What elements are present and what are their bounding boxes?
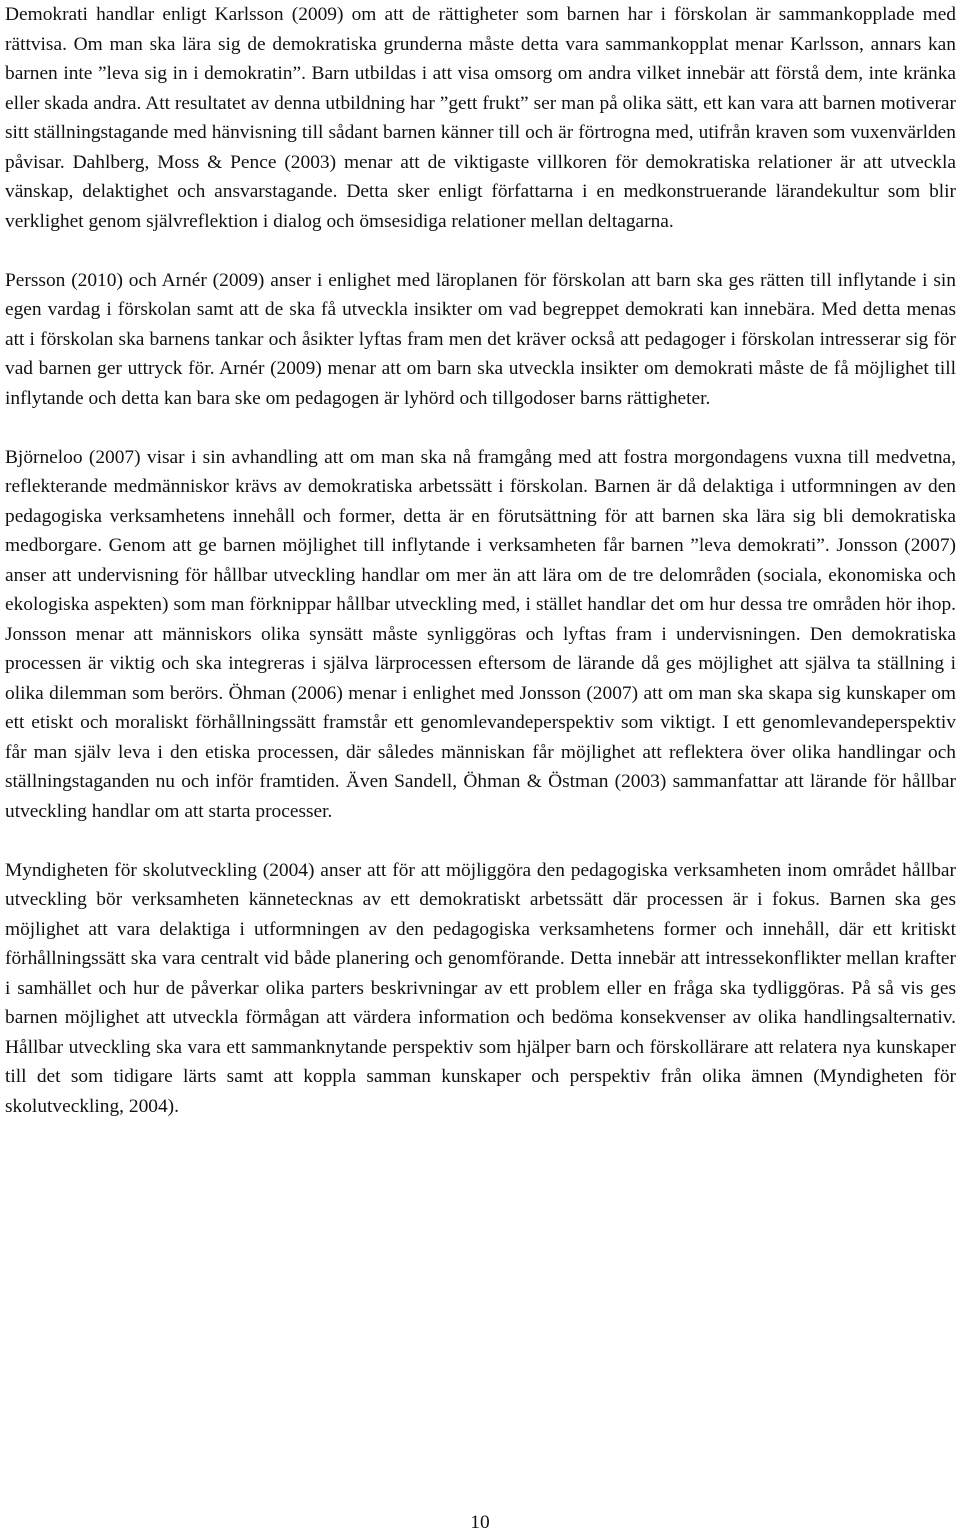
page-number: 10 [470, 1512, 490, 1533]
paragraph: Myndigheten för skolutveckling (2004) anser att för att möjliggöra den pedagogiska verksamheten inom området hållbar utveckling bör verksamheten kännetecknas av ett demokratiskt arbetssätt där processen är i fokus. Barnen ska ges möjlighet att vara delaktiga i utformningen av den pedagogiska verksamhetens former och innehåll, där ett kritiskt förhållningssätt ska vara centralt vid både planering och genomförande. Detta innebär att intressekonflikter mellan krafter i samhället och hur de påverkar olika parters beskrivningar av ett problem eller en fråga ska tydliggöras. På så vis ges barnen möjlighet att utveckla förmågan att värdera information och bedöma konsekvenser av olika handlingsalternativ. Hållbar utveckling ska vara ett sammanknytande perspektiv som hjälper barn och förskollärare att relatera nya kunskaper till det som tidigare lärts samt att koppla samman kunskaper och perspektiv från olika ämnen (Myndigheten för skolutveckling, 2004). [5, 859, 956, 1117]
body-text [5, 0, 956, 1121]
paragraph: Demokrati handlar enligt Karlsson (2009) om att de rättigheter som barnen har i förskolan är sammankopplade med rättvisa. Om man ska lära sig de demokratiska grunderna måste detta vara sammankopplat menar Karlsson, annars kan barnen inte ”leva sig in i demokratin”. Barn utbildas i att visa omsorg om andra vilket innebär att förstå dem, inte kränka eller skada andra. Att resultatet av denna utbildning har ”gett frukt” ser man på olika sätt, ett kan vara att barnen motiverar sitt ställningstagande med hänvisning till sådant barnen känner till och är förtrogna med, utifrån kraven som vuxenvärlden påvisar. Dahlberg, Moss & Pence (2003) menar att de viktigaste villkoren för demokratiska relationer är att utveckla vänskap, delaktighet och ansvarstagande. Detta sker enligt författarna i en medkonstruerande lärandekultur som blir verklighet genom självreflektion i dialog och ömsesidiga relationer mellan deltagarna. [5, 4, 956, 232]
paragraph: Persson (2010) och Arnér (2009) anser i enlighet med läroplanen för förskolan att barn ska ges rätten till inflytande i sin egen vardag i förskolan samt att de ska få utveckla insikter om vad begreppet demokrati kan innebära. Med detta menas att i förskolan ska barnens tankar och åsikter lyftas fram men det kräver också att pedagoger i förskolan intresserar sig för vad barnen ger uttryck för. Arnér (2009) menar att om barn ska utveckla insikter om demokrati måste de få möjlighet till inflytande och detta kan bara ske om pedagogen är lyhörd och tillgodoser barns rättigheter. [5, 269, 956, 409]
paragraph: Björneloo (2007) visar i sin avhandling att om man ska nå framgång med att fostra morgondagens vuxna till medvetna, reflekterande medmänniskor krävs av demokratiska arbetssätt i förskolan. Barnen är då delaktiga i utformningen av den pedagogiska verksamhetens innehåll och former, detta är en förutsättning för att barnen ska lära sig bli demokratiska medborgare. Genom att ge barnen möjlighet till inflytande i verksamheten får barnen ”leva demokrati”. Jonsson (2007) anser att undervisning för hållbar utveckling handlar om mer än att lära om de tre delområden (sociala, ekonomiska och ekologiska aspekten) som man förknippar hållbar utveckling med, i stället handlar det om hur dessa tre områden hör ihop. Jonsson menar att människors olika synsätt måste synliggöras och lyftas fram i undervisningen. Den demokratiska processen är viktig och ska integreras i själva lärprocessen eftersom de lärande då ges möjlighet att själva ta ställning i olika dilemman som berörs. Öhman (2006) menar i enlighet med Jonsson (2007) att om man ska skapa sig kunskaper om ett etiskt och moraliskt förhållningssätt framstår ett genomlevandeperspektiv som viktigt. I ett genomlevandeperspektiv får man själv leva i den etiska processen, där således människan får möjlighet att reflektera över olika handlingar och ställningstaganden nu och inför framtiden. Även Sandell, Öhman & Östman (2003) sammanfattar att lärande för hållbar utveckling handlar om att starta processer. [5, 446, 956, 822]
